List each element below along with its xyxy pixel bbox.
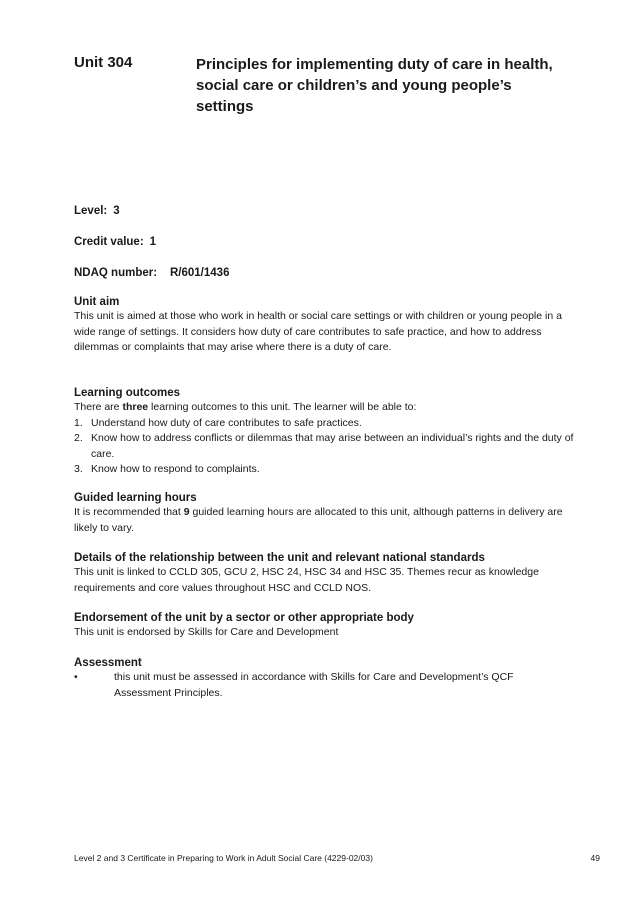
standards-heading: Details of the relationship between the unit and relevant national standards xyxy=(74,552,485,564)
footer-text: Level 2 and 3 Certificate in Preparing to Work in Adult Social Care (4229-02/03) xyxy=(74,853,373,863)
level-label: Level: xyxy=(74,205,108,217)
learning-outcomes-intro xyxy=(74,400,574,416)
intro-count: three xyxy=(122,401,149,413)
item-text: Know how to address conflicts or dilemmas that may arise between an individual’s rights and the duty of care. xyxy=(91,432,574,460)
guided-hours-section xyxy=(74,492,574,536)
credit-row xyxy=(74,236,156,248)
ndaq-value: R/601/1436 xyxy=(170,267,230,279)
item-text: Understand how duty of care contributes to safe practices. xyxy=(91,416,362,429)
learning-outcomes-heading: Learning outcomes xyxy=(74,387,181,399)
item-number: 2. xyxy=(74,432,83,444)
item-number: 3. xyxy=(74,463,83,475)
standards-text: This unit is linked to CCLD 305, GCU 2, HSC 24, HSC 34 and HSC 35. Themes recur as knowledge requirements and core values throughout HSC and CCLD NOS. xyxy=(74,566,539,594)
assessment-bullet-item xyxy=(74,670,554,701)
guided-text-end: guided learning hours are allocated to this unit, although patterns in delivery are likely to vary. xyxy=(74,506,563,534)
unit-aim-section xyxy=(74,296,574,356)
assessment-text: this unit must be assessed in accordance with Skills for Care and Development’s QCF Assessment Principles. xyxy=(114,671,514,699)
guided-hours-heading: Guided learning hours xyxy=(74,492,197,504)
list-item xyxy=(74,431,574,462)
credit-value: 1 xyxy=(149,236,157,248)
unit-aim-text: This unit is aimed at those who work in health or social care settings or with children or young people in a wide range of settings. It considers how duty of care contributes to safe practice, and how to address dilemmas or complaints that may arise where there is a duty of care. xyxy=(74,310,562,353)
endorsement-heading: Endorsement of the unit by a sector or other appropriate body xyxy=(74,612,414,624)
unit-number: Unit 304 xyxy=(74,54,133,71)
ndaq-row xyxy=(74,267,274,279)
endorsement-section xyxy=(74,612,574,641)
credit-label: Credit value: xyxy=(74,236,144,248)
assessment-section xyxy=(74,657,574,701)
intro-text: There are xyxy=(74,401,123,413)
level-value: 3 xyxy=(113,205,120,217)
assessment-heading: Assessment xyxy=(74,657,142,669)
guided-text: It is recommended that xyxy=(74,506,184,518)
ndaq-label: NDAQ number: xyxy=(74,267,158,279)
unit-aim-heading: Unit aim xyxy=(74,296,120,308)
list-item xyxy=(74,462,574,478)
standards-section xyxy=(74,552,574,596)
item-number: 1. xyxy=(74,416,83,429)
guided-hours-text xyxy=(74,505,574,536)
guided-hours-count: 9 xyxy=(183,506,190,518)
level-row xyxy=(74,205,120,217)
item-text: Know how to respond to complaints. xyxy=(91,463,260,475)
bullet-icon: • xyxy=(74,671,78,683)
learning-outcomes-section xyxy=(74,387,574,478)
intro-text-end: learning outcomes to this unit. The learner will be able to: xyxy=(148,401,417,413)
endorsement-text: This unit is endorsed by Skills for Care and Development xyxy=(74,626,339,638)
list-item xyxy=(74,416,574,432)
unit-title: Principles for implementing duty of care in health, social care or children’s and young people’s settings xyxy=(196,56,553,115)
outcomes-list xyxy=(74,416,574,478)
page-number: 49 xyxy=(590,853,600,863)
